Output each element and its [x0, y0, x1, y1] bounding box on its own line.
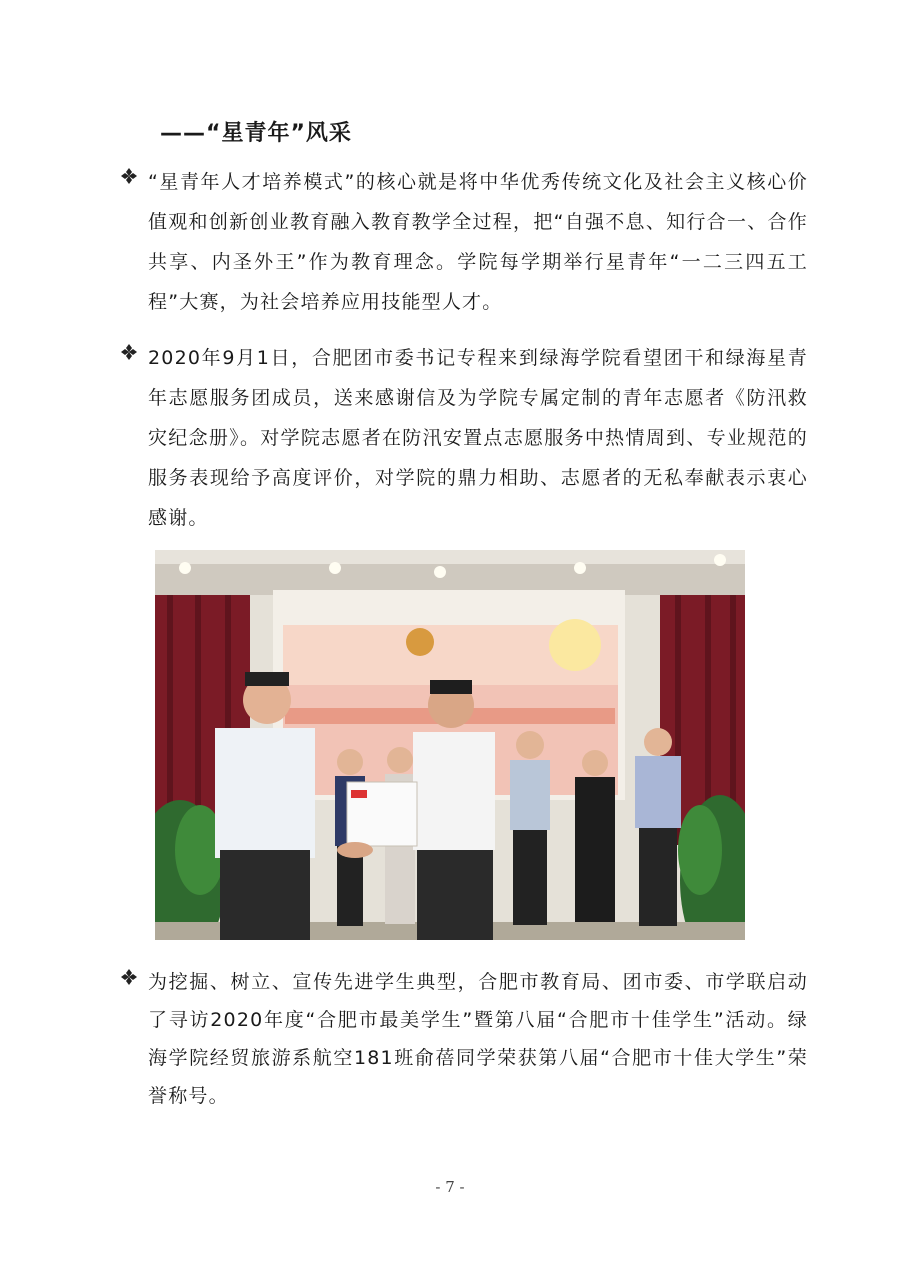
section-heading: ——“星青年”风采 [160, 121, 352, 146]
diamond-bullet-icon [118, 341, 140, 363]
group-photo [155, 550, 745, 940]
photo-illustration [155, 550, 745, 940]
page-number: - 7 - [435, 1178, 465, 1196]
diamond-bullet-icon [118, 966, 140, 988]
bullet-item [118, 963, 808, 1115]
bullet-item [118, 338, 808, 538]
diamond-bullet-icon [118, 165, 140, 187]
bullet-text: 为挖掘、树立、宣传先进学生典型，合肥市教育局、团市委、市学联启动了寻访2020年度“合肥市最美学生”暨第八届“合肥市十佳学生”活动。绿海学院经贸旅游系航空181班俞蓓同学荣获第八届“合肥市十佳大学生”荣誉称号。 [148, 971, 808, 1107]
bullet-text: 2020年9月1日，合肥团市委书记专程来到绿海学院看望团干和绿海星青年志愿服务团成员，送来感谢信及为学院专属定制的青年志愿者《防汛救灾纪念册》。对学院志愿者在防汛安置点志愿服务中热情周到、专业规范的服务表现给予高度评价，对学院的鼎力相助、志愿者的无私奉献表示衷心感谢。 [148, 347, 808, 529]
bullet-item [118, 162, 808, 322]
bullet-text: “星青年人才培养模式”的核心就是将中华优秀传统文化及社会主义核心价值观和创新创业教育融入教育教学全过程，把“自强不息、知行合一、合作共享、内圣外王”作为教育理念。学院每学期举行星青年“一二三四五工程”大赛，为社会培养应用技能型人才。 [148, 171, 808, 313]
